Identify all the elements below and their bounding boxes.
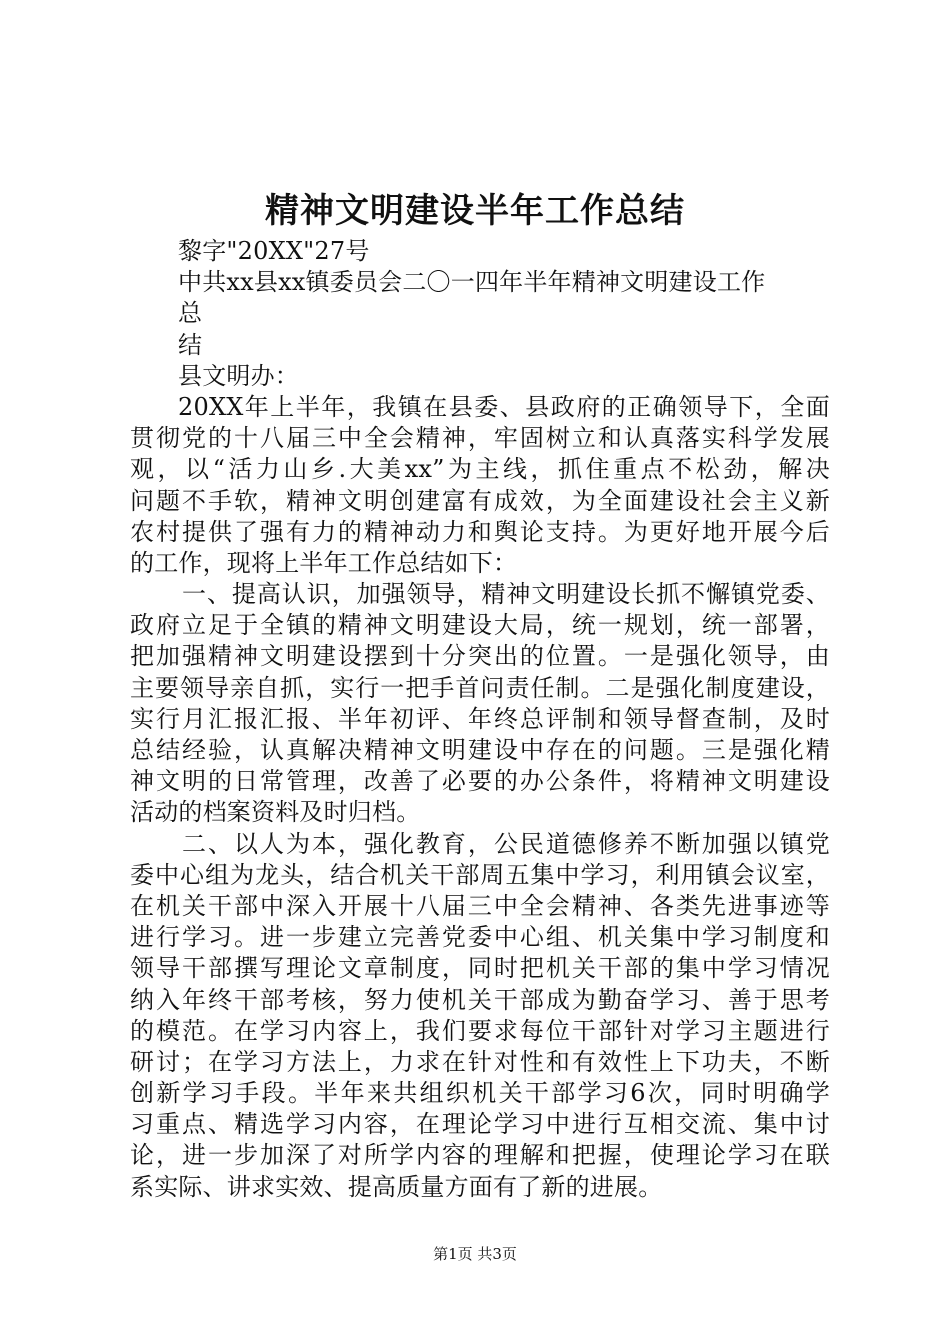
document-line: 二、以人为本，强化教育，公民道德修养不断加强以镇党	[182, 829, 830, 858]
document-line: 主要领导亲自抓，实行一把手首问责任制。二是强化制度建设，	[130, 673, 830, 702]
document-body	[130, 236, 830, 1203]
document-line: 创新学习手段。半年来共组织机关干部学习6次，同时明确学	[130, 1079, 830, 1108]
document-line: 把加强精神文明建设摆到十分突出的位置。一是强化领导，由	[130, 642, 830, 671]
document-line: 神文明的日常管理，改善了必要的办公条件，将精神文明建设	[130, 767, 830, 796]
document-line: 纳入年终干部考核，努力使机关干部成为勤奋学习、善于思考	[130, 985, 830, 1014]
document-line: 县文明办：	[178, 361, 299, 390]
document-line: 黎字"20XX"27号	[178, 237, 370, 265]
document-line: 中共xx县xx镇委员会二〇一四年半年精神文明建设工作	[178, 268, 766, 297]
document-line: 政府立足于全镇的精神文明建设大局，统一规划，统一部署，	[130, 611, 830, 640]
document-line: 的工作，现将上半年工作总结如下：	[130, 548, 518, 577]
document-line: 委中心组为龙头，结合机关干部周五集中学习，利用镇会议室，	[130, 860, 830, 889]
document-line: 研讨；在学习方法上，力求在针对性和有效性上下功夫，不断	[130, 1047, 830, 1076]
document-title: 精神文明建设半年工作总结	[265, 191, 685, 231]
document-line: 一、提高认识，加强领导，精神文明建设长抓不懈镇党委、	[182, 580, 830, 609]
document-line: 实行月汇报汇报、半年初评、年终总评制和领导督查制，及时	[130, 704, 830, 733]
document-line: 领导干部撰写理论文章制度，同时把机关干部的集中学习情况	[130, 954, 830, 983]
page-footer: 第1页 共3页	[433, 1245, 517, 1263]
document-line: 20XX年上半年，我镇在县委、县政府的正确领导下，全面	[178, 392, 830, 421]
document-line: 问题不手软，精神文明创建富有成效，为全面建设社会主义新	[130, 486, 830, 515]
document-line: 的模范。在学习内容上，我们要求每位干部针对学习主题进行	[130, 1016, 830, 1045]
document-line: 观，以“活力山乡.大美xx”为主线，抓住重点不松劲，解决	[130, 455, 830, 484]
document-line: 总结经验，认真解决精神文明建设中存在的问题。三是强化精	[130, 736, 830, 764]
document-line: 习重点、精选学习内容，在理论学习中进行互相交流、集中讨	[130, 1110, 830, 1139]
document-line: 贯彻党的十八届三中全会精神，牢固树立和认真落实科学发展	[130, 424, 830, 453]
document-line: 活动的档案资料及时归档。	[130, 798, 421, 827]
document-line: 在机关干部中深入开展十八届三中全会精神、各类先进事迹等	[130, 891, 830, 920]
document-line: 进行学习。进一步建立完善党委中心组、机关集中学习制度和	[130, 923, 830, 952]
document-line: 总	[178, 299, 203, 328]
document-line: 系实际、讲求实效、提高质量方面有了新的进展。	[130, 1172, 663, 1201]
document-line: 论，进一步加深了对所学内容的理解和把握，使理论学习在联	[130, 1141, 830, 1170]
document-line: 结	[178, 330, 203, 359]
document-line: 农村提供了强有力的精神动力和舆论支持。为更好地开展今后	[130, 517, 830, 546]
